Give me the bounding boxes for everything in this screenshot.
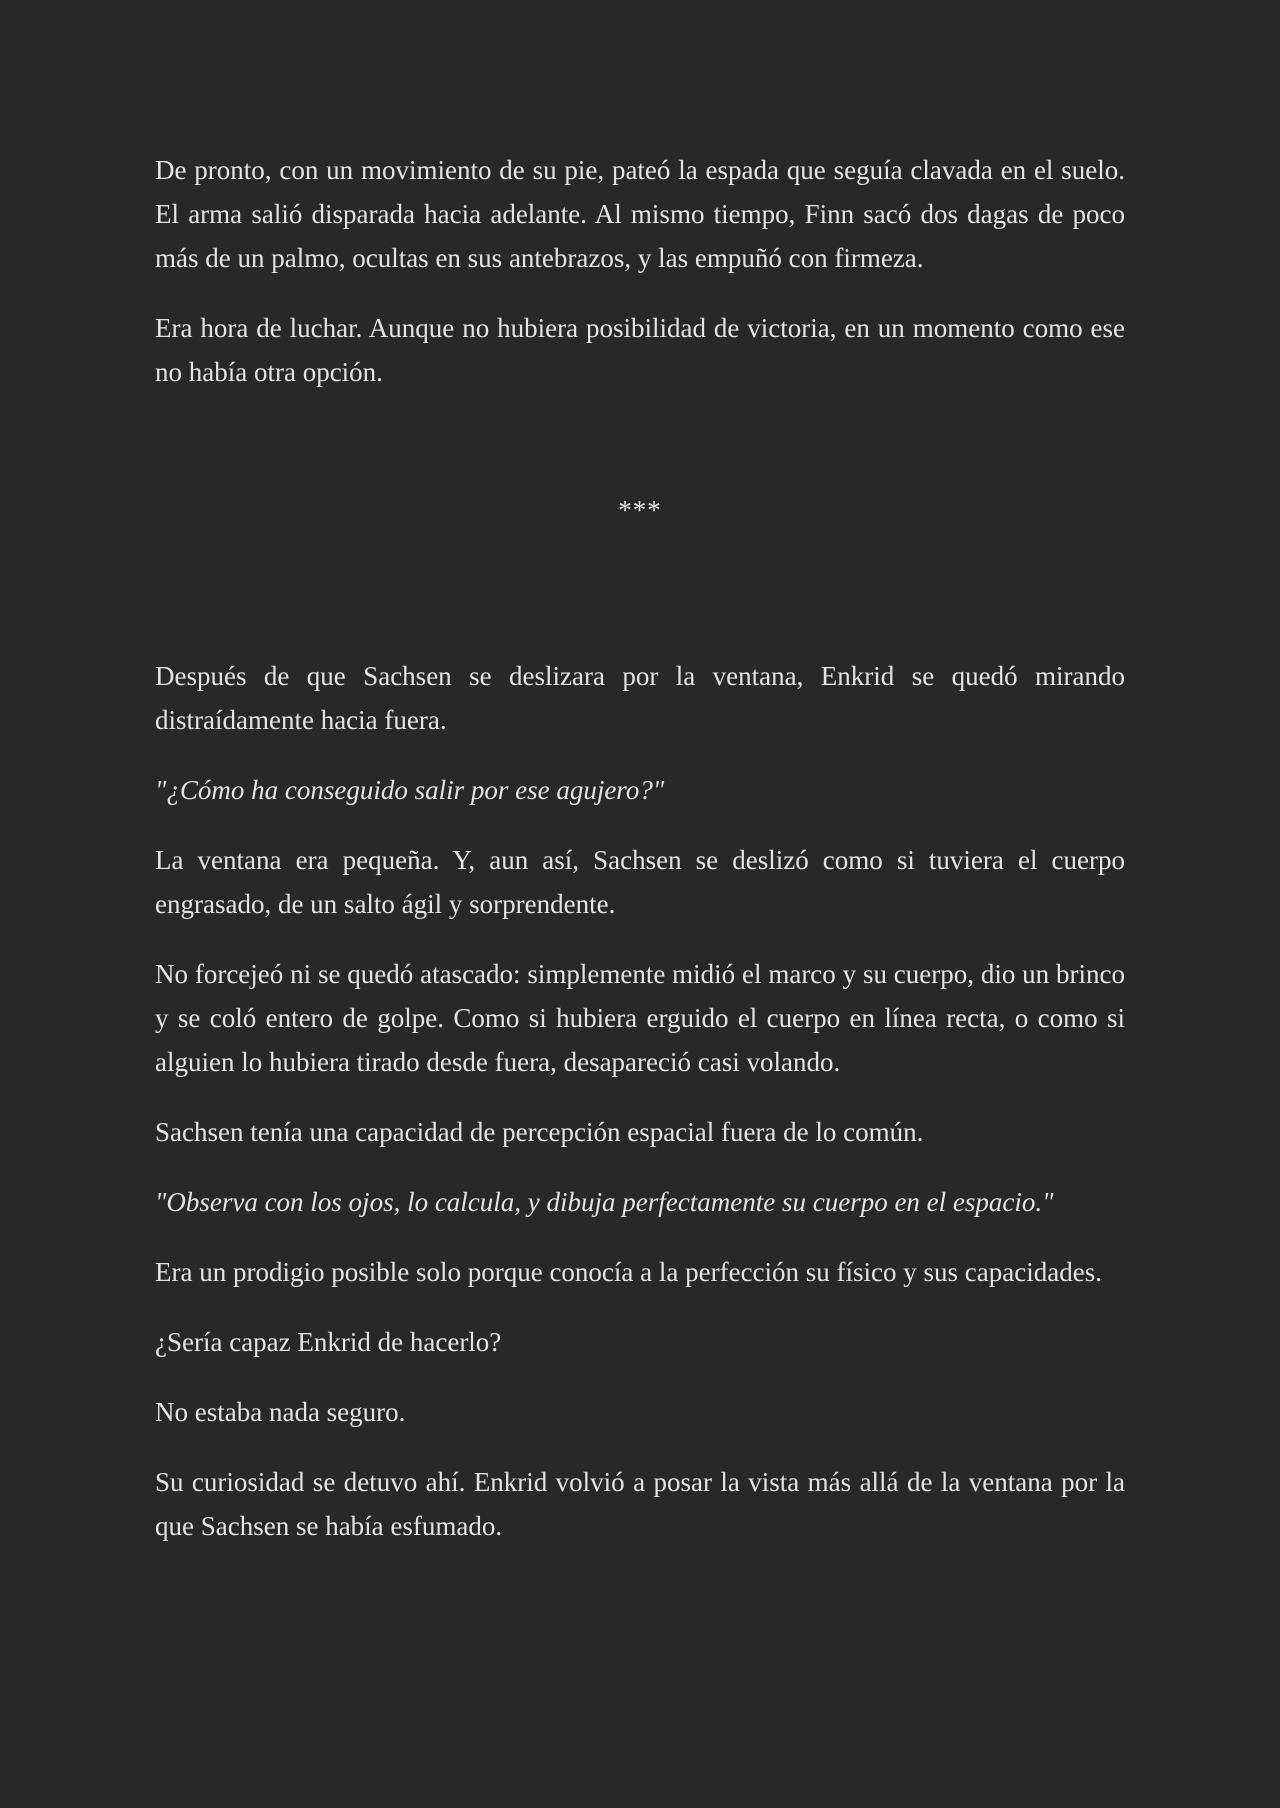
paragraph: No forcejeó ni se quedó atascado: simplemente midió el marco y su cuerpo, dio un brinco y se coló entero de golpe. Como si hubiera erguido el cuerpo en línea recta, o como si alguien lo hubiera tirado desde fuera, desapareció casi volando. [155, 959, 1125, 1077]
thought-paragraph: "Observa con los ojos, lo calcula, y dibuja perfectamente su cuerpo en el espacio." [155, 1187, 1054, 1217]
paragraph: De pronto, con un movimiento de su pie, pateó la espada que seguía clavada en el suelo. El arma salió disparada hacia adelante. Al mismo tiempo, Finn sacó dos dagas de poco más de un palmo, ocultas en sus antebrazos, y las empuñó con firmeza. [155, 155, 1125, 273]
paragraph: Era hora de luchar. Aunque no hubiera posibilidad de victoria, en un momento como ese no había otra opción. [155, 313, 1125, 387]
scene-separator: *** [618, 495, 662, 525]
paragraph: Después de que Sachsen se deslizara por la ventana, Enkrid se quedó mirando distraídamente hacia fuera. [155, 661, 1125, 735]
paragraph: ¿Sería capaz Enkrid de hacerlo? [155, 1327, 502, 1357]
paragraph: Sachsen tenía una capacidad de percepción espacial fuera de lo común. [155, 1117, 924, 1147]
thought-paragraph: "¿Cómo ha conseguido salir por ese agujero?" [155, 775, 665, 805]
paragraph: No estaba nada seguro. [155, 1397, 406, 1427]
paragraph: Su curiosidad se detuvo ahí. Enkrid volvió a posar la vista más allá de la ventana por la que Sachsen se había esfumado. [155, 1467, 1125, 1541]
reader-content [155, 148, 1125, 1574]
paragraph: La ventana era pequeña. Y, aun así, Sachsen se deslizó como si tuviera el cuerpo engrasado, de un salto ágil y sorprendente. [155, 845, 1125, 919]
paragraph: Era un prodigio posible solo porque conocía a la perfección su físico y sus capacidades. [155, 1257, 1102, 1287]
